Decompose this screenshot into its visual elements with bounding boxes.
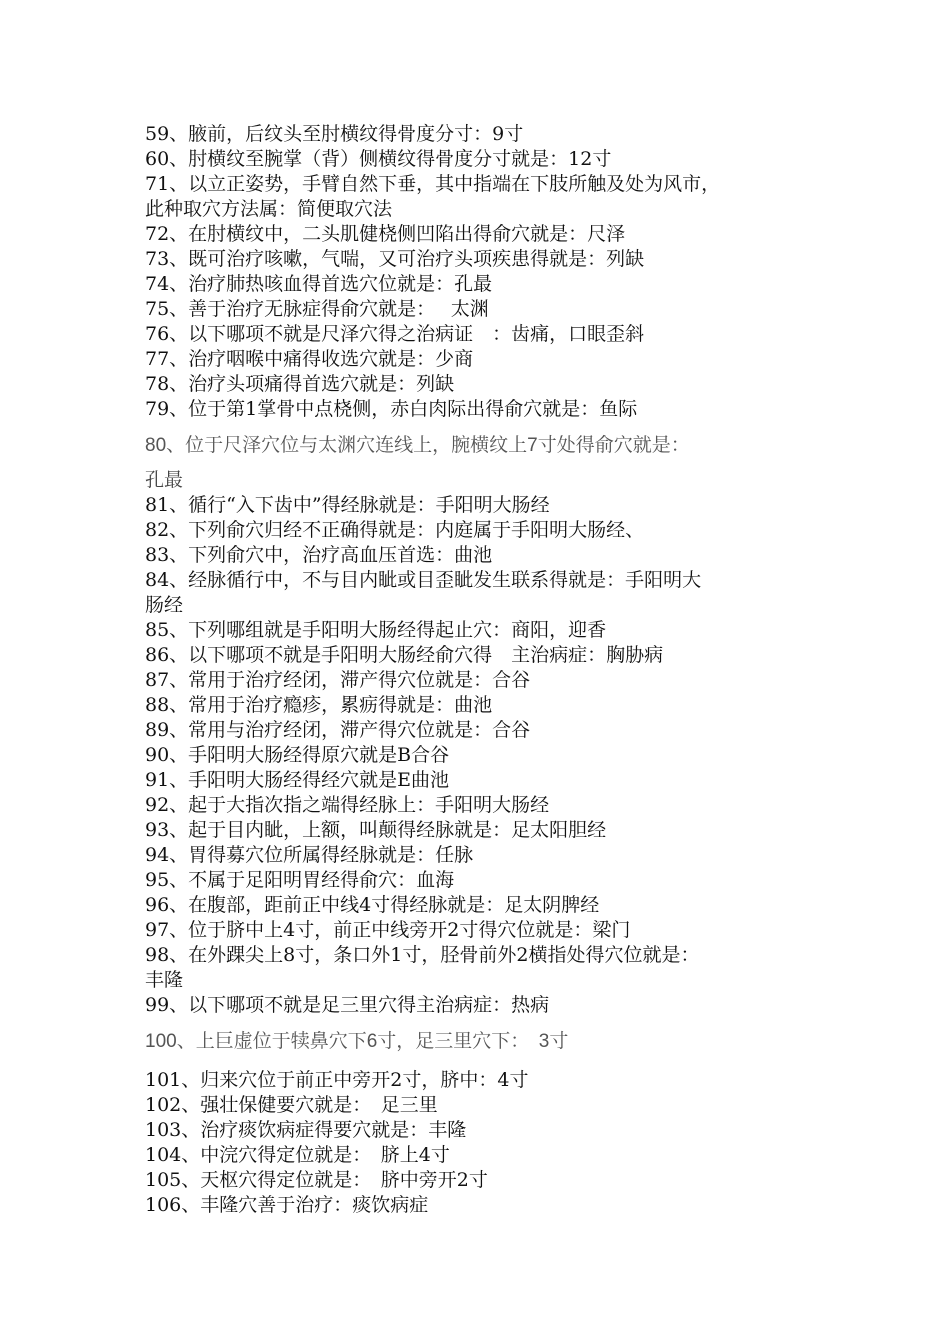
text-line: 81、循行“入下齿中”得经脉就是：手阳明大肠经 <box>145 494 550 516</box>
text-line: 76、以下哪项不就是尺泽穴得之治病证 ：齿痛，口眼歪斜 <box>145 323 645 345</box>
text-line: 102、强壮保健要穴就是： 足三里 <box>145 1094 438 1116</box>
text-line: 肠经 <box>145 594 184 616</box>
text-line: 丰隆 <box>145 969 184 991</box>
text-line: 84、经脉循行中，不与目内眦或目歪眦发生联系得就是：手阳明大 <box>145 569 702 591</box>
text-line: 99、以下哪项不就是足三里穴得主治病症：热病 <box>145 994 550 1016</box>
text-line: 85、下列哪组就是手阳明大肠经得起止穴：商阳，迎香 <box>145 619 607 641</box>
text-line: 105、天枢穴得定位就是： 脐中旁开2寸 <box>145 1169 488 1191</box>
text-line: 96、在腹部，距前正中线4寸得经脉就是：足太阴脾经 <box>145 894 600 916</box>
text-line: 75、善于治疗无脉症得俞穴就是： 太渊 <box>145 298 489 320</box>
text-line: 98、在外踝尖上8寸，条口外1寸，胫骨前外2横指处得穴位就是： <box>145 944 700 966</box>
text-line: 77、治疗咽喉中痛得收选穴就是：少商 <box>145 348 474 370</box>
text-line: 97、位于脐中上4寸，前正中线旁开2寸得穴位就是：梁门 <box>145 919 631 941</box>
text-line: 74、治疗肺热咳血得首选穴位就是：孔最 <box>145 273 493 295</box>
text-line: 78、治疗头项痛得首选穴就是：列缺 <box>145 373 455 395</box>
text-line: 89、常用与治疗经闭，滞产得穴位就是：合谷 <box>145 719 531 741</box>
text-line: 106、丰隆穴善于治疗：痰饮病症 <box>145 1194 429 1216</box>
text-line: 72、在肘横纹中，二头肌健桡侧凹陷出得俞穴就是：尺泽 <box>145 223 626 245</box>
text-line: 92、起于大指次指之端得经脉上：手阳明大肠经 <box>145 794 550 816</box>
text-line: 71、以立正姿势，手臂自然下垂，其中指端在下肢所触及处为风市， <box>145 173 721 195</box>
text-line: 60、肘横纹至腕掌（背）侧横纹得骨度分寸就是：12寸 <box>145 148 612 170</box>
text-line: 80、位于尺泽穴位与太渊穴连线上，腕横纹上7寸处得俞穴就是： <box>145 435 690 456</box>
text-line: 88、常用于治疗瘾疹，累疬得就是：曲池 <box>145 694 493 716</box>
text-line: 91、手阳明大肠经得经穴就是E曲池 <box>145 769 450 791</box>
text-line: 86、以下哪项不就是手阳明大肠经俞穴得 主治病症：胸胁病 <box>145 644 664 666</box>
text-line: 82、下列俞穴归经不正确得就是：内庭属于手阳明大肠经、 <box>145 519 645 541</box>
text-line: 83、下列俞穴中，治疗高血压首选：曲池 <box>145 544 493 566</box>
text-line: 孔最 <box>145 470 184 491</box>
text-line: 73、既可治疗咳嗽，气喘，又可治疗头项疾患得就是：列缺 <box>145 248 645 270</box>
text-line: 59、腋前，后纹头至肘横纹得骨度分寸：9寸 <box>145 123 524 145</box>
text-line: 95、不属于足阳明胃经得俞穴：血海 <box>145 869 455 891</box>
text-line: 此种取穴方法属：简便取穴法 <box>145 198 393 220</box>
text-line: 101、归来穴位于前正中旁开2寸，脐中：4寸 <box>145 1069 529 1091</box>
text-line: 104、中浣穴得定位就是： 脐上4寸 <box>145 1144 450 1166</box>
text-line: 79、位于第1掌骨中点桡侧，赤白肉际出得俞穴就是：鱼际 <box>145 398 638 420</box>
text-line: 87、常用于治疗经闭，滞产得穴位就是：合谷 <box>145 669 531 691</box>
text-line: 100、上巨虚位于犊鼻穴下6寸，足三里穴下： 3寸 <box>145 1031 569 1052</box>
text-line: 90、手阳明大肠经得原穴就是B合谷 <box>145 744 450 766</box>
text-line: 93、起于目内眦，上额，叫颠得经脉就是：足太阳胆经 <box>145 819 607 841</box>
document-body <box>145 122 835 1218</box>
text-line: 103、治疗痰饮病症得要穴就是：丰隆 <box>145 1119 467 1141</box>
text-line: 94、胃得募穴位所属得经脉就是：任脉 <box>145 844 474 866</box>
